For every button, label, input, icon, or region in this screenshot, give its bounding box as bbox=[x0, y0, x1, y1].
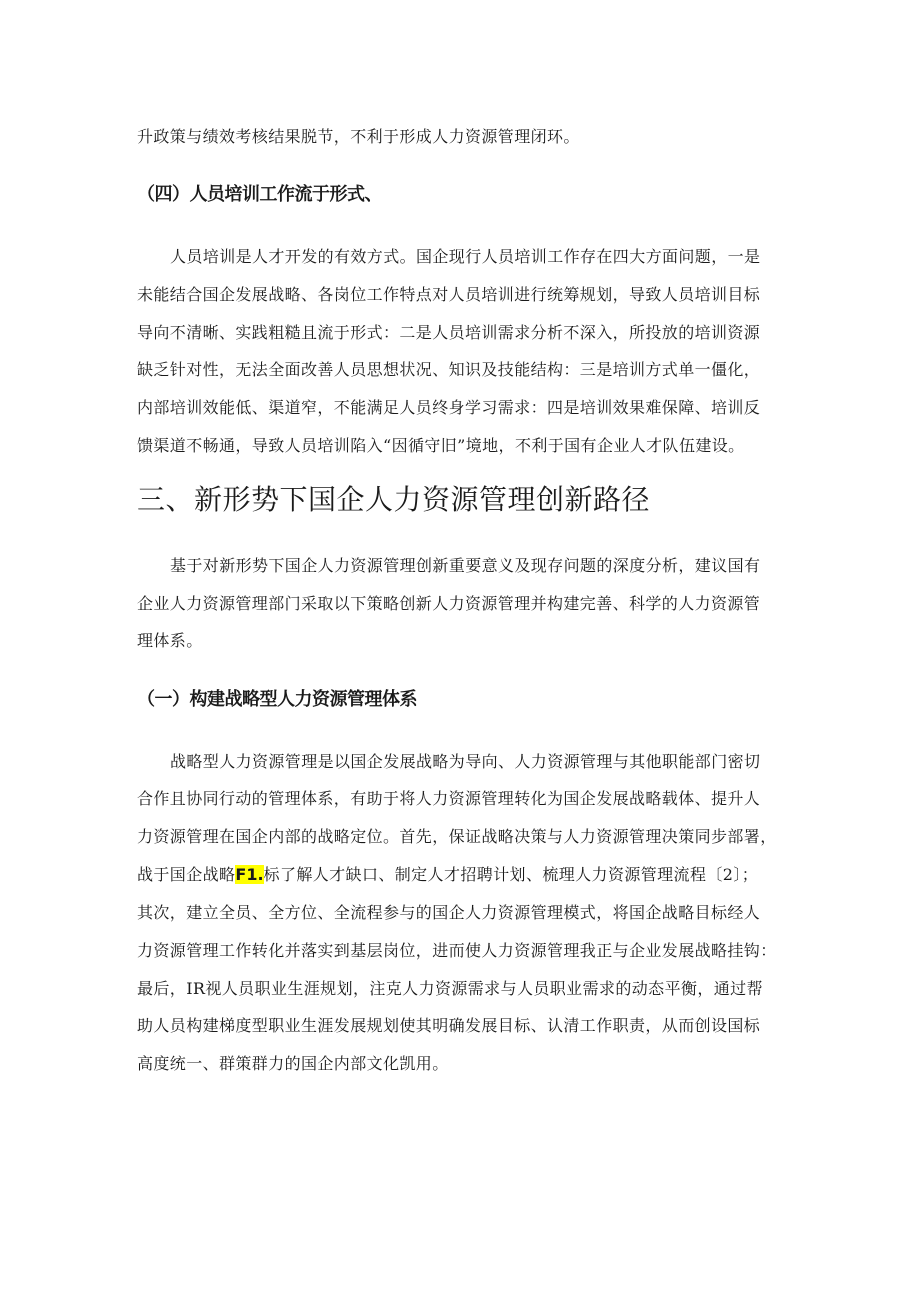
paragraph-line: 其次，建立全员、全方位、全流程参与的国企人力资源管理模式，将国企战略目标经人 bbox=[137, 903, 761, 922]
paragraph-line: 缺乏针对性，无法全面改善人员思想状况、知识及技能结构：三是培训方式单一僵化， bbox=[137, 360, 761, 379]
paragraph-line: 合作且协同行动的管理体系，有助于将人力资源管理转化为国企发展战略载体、提升人 bbox=[137, 789, 761, 808]
paragraph-line: 升政策与绩效考核结果脱节，不利于形成人力资源管理闭环。 bbox=[137, 127, 580, 146]
paragraph-line: 内部培训效能低、渠道窄，不能满足人员终身学习需求：四是培训效果难保障、培训反 bbox=[137, 398, 761, 417]
paragraph-line: 最后，IR视人员职业生涯规划，注克人力资源需求与人员职业需求的动态平衡，通过帮 bbox=[137, 979, 763, 998]
paragraph-line: 未能结合国企发展战略、各岗位工作特点对人员培训进行统筹规划，导致人员培训目标 bbox=[137, 285, 761, 304]
text-segment: 标了解人才缺口、制定人才招聘计划、梳理人力资源管理流程〔2〕； bbox=[263, 865, 759, 884]
paragraph-line: 理体系。 bbox=[137, 631, 203, 650]
paragraph-line: 力资源管理工作转化并落实到基层岗位，进而使人力资源管理我正与企业发展战略挂钩： bbox=[137, 941, 777, 960]
paragraph-line: 高度统一、群策群力的国企内部文化凯用。 bbox=[137, 1054, 449, 1073]
paragraph-line: 助人员构建梯度型职业生涯发展规划使其明确发展目标、认清工作职责，从而创设国标 bbox=[137, 1016, 761, 1035]
paragraph-line: 力资源管理在国企内部的战略定位。首先，保证战略决策与人力资源管理决策同步部署， bbox=[137, 827, 777, 846]
paragraph-line: 企业人力资源管理部门采取以下策略创新人力资源管理并构建完善、科学的人力资源管 bbox=[137, 594, 761, 613]
section-title-4: （四）人员培训工作流于形式、 bbox=[137, 184, 382, 205]
paragraph-line: 导向不清晰、实践粗糙且流于形式：二是人员培训需求分析不深入，所投放的培训资源 bbox=[137, 323, 761, 342]
chapter-title-3: 三、新形势下国企人力资源管理创新路径 bbox=[137, 483, 651, 516]
highlighted-text: F1. bbox=[235, 865, 264, 884]
text-segment: 战于国企战略 bbox=[137, 865, 236, 884]
paragraph-line: 战略型人力资源管理是以国企发展战略为导向、人力资源管理与其他职能部门密切 bbox=[170, 752, 761, 771]
section-title-1: （一）构建战略型人力资源管理体系 bbox=[137, 689, 417, 710]
paragraph-line: 人员培训是人才开发的有效方式。国企现行人员培训工作存在四大方面问题，一是 bbox=[170, 247, 761, 266]
paragraph-line: 基于对新形势下国企人力资源管理创新重要意义及现存问题的深度分析，建议国有 bbox=[170, 556, 761, 575]
paragraph-line-with-highlight bbox=[137, 865, 758, 885]
paragraph-line: 馈渠道不畅通，导致人员培训陷入“因循守旧”境地，不利于国有企业人才队伍建设。 bbox=[137, 436, 745, 455]
